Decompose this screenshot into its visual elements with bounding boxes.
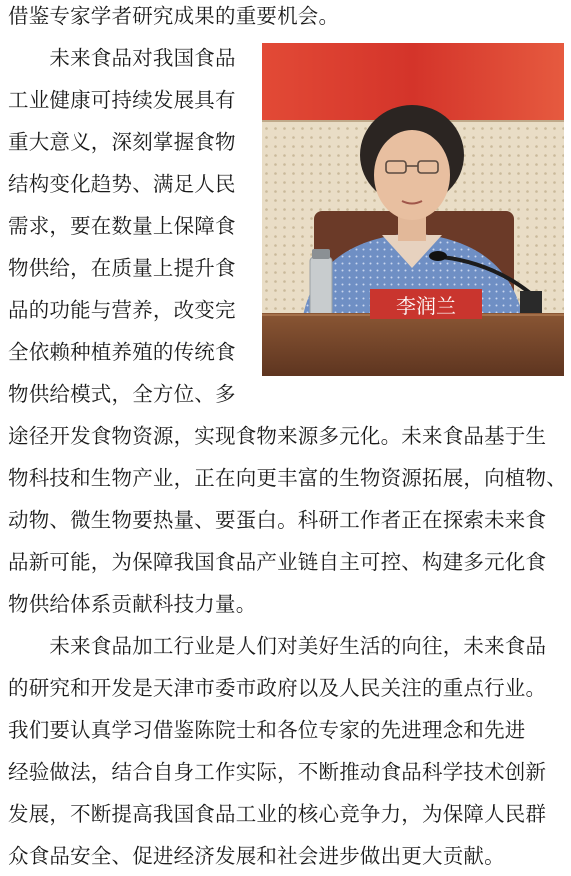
speaker-photo-illustration bbox=[262, 43, 564, 376]
paragraph-2-line-13: 品新可能，为保障我国食品产业链自主可控、构建多元化食 bbox=[8, 550, 547, 574]
paragraph-1-line-1: 借鉴专家学者研究成果的重要机会。 bbox=[8, 4, 340, 28]
paragraph-2-line-9: 物供给模式，全方位、多 bbox=[8, 382, 236, 406]
paragraph-2-line-12: 动物、微生物要热量、要蛋白。科研工作者正在探索未来食 bbox=[8, 508, 547, 532]
paragraph-2-line-7: 品的功能与营养，改变完 bbox=[8, 298, 236, 322]
paragraph-2-line-4: 结构变化趋势、满足人民 bbox=[8, 172, 236, 196]
paragraph-2-line-1: 未来食品对我国食品 bbox=[8, 46, 236, 70]
speaker-photo bbox=[262, 43, 564, 376]
paragraph-3-line-4: 经验做法，结合自身工作实际，不断推动食品科学技术创新 bbox=[8, 760, 547, 784]
paragraph-3-line-1: 未来食品加工行业是人们对美好生活的向往，未来食品 bbox=[8, 634, 547, 658]
paragraph-3-line-3: 我们要认真学习借鉴陈院士和各位专家的先进理念和先进 bbox=[8, 718, 526, 742]
paragraph-2-line-2: 工业健康可持续发展具有 bbox=[8, 88, 236, 112]
paragraph-2-line-3: 重大意义，深刻掌握食物 bbox=[8, 130, 236, 154]
nameplate-text: 李润兰 bbox=[396, 294, 456, 318]
paragraph-2-line-10: 途径开发食物资源，实现食物来源多元化。未来食品基于生 bbox=[8, 424, 547, 448]
paragraph-3-line-5: 发展，不断提高我国食品工业的核心竞争力，为保障人民群 bbox=[8, 802, 547, 826]
paragraph-2-line-8: 全依赖种植养殖的传统食 bbox=[8, 340, 236, 364]
paragraph-2-line-11: 物科技和生物产业，正在向更丰富的生物资源拓展，向植物、 bbox=[8, 466, 567, 490]
paragraph-2-line-6: 物供给，在质量上提升食 bbox=[8, 256, 236, 280]
paragraph-3-line-2: 的研究和开发是天津市委市政府以及人民关注的重点行业。 bbox=[8, 676, 547, 700]
paragraph-2-line-14: 物供给体系贡献科技力量。 bbox=[8, 592, 257, 616]
table bbox=[262, 313, 564, 376]
water-bottle bbox=[310, 257, 332, 321]
paragraph-2-line-5: 需求，要在数量上保障食 bbox=[8, 214, 236, 238]
paragraph-3-line-6: 众食品安全、促进经济发展和社会进步做出更大贡献。 bbox=[8, 844, 505, 868]
speaker-face bbox=[374, 130, 450, 220]
